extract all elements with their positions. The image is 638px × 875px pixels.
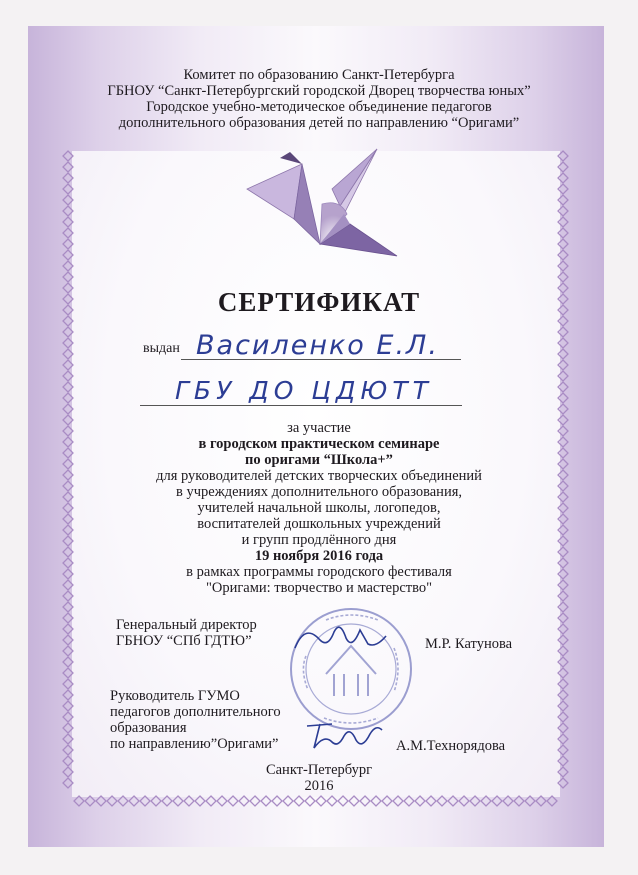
diamond-ornament <box>63 228 73 238</box>
diamond-ornament <box>184 796 194 806</box>
diamond-ornament <box>261 796 271 806</box>
body-line-1: за участие <box>287 420 351 436</box>
diamond-ornament <box>74 796 84 806</box>
diamond-ornament <box>558 679 568 689</box>
diamond-ornament <box>558 701 568 711</box>
diamond-ornament <box>382 796 392 806</box>
diamond-ornament <box>63 272 73 282</box>
diamond-ornament <box>63 151 73 161</box>
diamond-ornament <box>63 624 73 634</box>
diamond-ornament <box>63 162 73 172</box>
head-name: А.М.Технорядова <box>396 738 506 754</box>
director-signature <box>290 618 390 658</box>
diamond-ornament <box>558 734 568 744</box>
diamond-ornament <box>448 796 458 806</box>
body-line-8: и групп продлённого дня <box>241 532 397 548</box>
director-name: М.Р. Катунова <box>425 636 513 652</box>
diamond-ornament <box>437 796 447 806</box>
footer-year: 2016 <box>304 778 334 794</box>
diamond-ornament <box>558 206 568 216</box>
event-date: 19 ноября 2016 года <box>254 548 384 564</box>
diamond-ornament <box>338 796 348 806</box>
diamond-ornament <box>63 635 73 645</box>
head-title-1: Руководитель ГУМО <box>110 688 240 704</box>
diamond-ornament <box>558 272 568 282</box>
diamond-ornament <box>63 195 73 205</box>
diamond-ornament <box>503 796 513 806</box>
diamond-ornament <box>558 624 568 634</box>
diamond-ornament <box>173 796 183 806</box>
diamond-ornament <box>294 796 304 806</box>
diamond-ornament <box>558 184 568 194</box>
certificate-body <box>0 420 638 596</box>
diamond-ornament <box>151 796 161 806</box>
diamond-ornament <box>63 338 73 348</box>
body-line-5: в учреждениях дополнительного образования, <box>176 484 462 500</box>
diamond-ornament <box>316 796 326 806</box>
body-line-10: в рамках программы городского фестиваля <box>186 564 452 580</box>
head-title-4: по направлению”Оригами” <box>110 736 279 752</box>
diamond-ornament <box>558 371 568 381</box>
diamond-ornament <box>558 723 568 733</box>
diamond-ornament <box>63 404 73 414</box>
diamond-ornament <box>63 382 73 392</box>
diamond-ornament <box>558 635 568 645</box>
diamond-ornament <box>558 613 568 623</box>
diamond-ornament <box>558 690 568 700</box>
diamond-ornament <box>558 745 568 755</box>
diamond-ornament <box>558 261 568 271</box>
diamond-ornament <box>63 184 73 194</box>
diamond-ornament <box>459 796 469 806</box>
diamond-ornament <box>426 796 436 806</box>
diamond-ornament <box>558 602 568 612</box>
diamond-ornament <box>327 796 337 806</box>
diamond-ornament <box>63 646 73 656</box>
diamond-ornament <box>558 173 568 183</box>
diamond-ornament <box>558 250 568 260</box>
diamond-ornament <box>217 796 227 806</box>
diamond-ornament <box>107 796 117 806</box>
diamond-ornament <box>558 382 568 392</box>
header-line-4: дополнительного образования детей по направлению “Оригами” <box>118 115 520 131</box>
diamond-border-bottom <box>74 796 557 806</box>
diamond-ornament <box>63 393 73 403</box>
diamond-ornament <box>558 393 568 403</box>
diamond-ornament <box>63 360 73 370</box>
diamond-ornament <box>558 360 568 370</box>
diamond-ornament <box>558 151 568 161</box>
diamond-ornament <box>415 796 425 806</box>
diamond-ornament <box>558 239 568 249</box>
diamond-ornament <box>558 162 568 172</box>
director-title-1: Генеральный директор <box>116 617 257 633</box>
diamond-ornament <box>283 796 293 806</box>
diamond-ornament <box>63 371 73 381</box>
body-line-11: "Оригами: творчество и мастерство" <box>205 580 433 596</box>
diamond-ornament <box>547 796 557 806</box>
diamond-ornament <box>558 646 568 656</box>
diamond-ornament <box>118 796 128 806</box>
diamond-ornament <box>63 734 73 744</box>
diamond-ornament <box>349 796 359 806</box>
diamond-ornament <box>228 796 238 806</box>
diamond-ornament <box>558 712 568 722</box>
diamond-ornament <box>470 796 480 806</box>
issued-label: выдан <box>143 341 180 356</box>
footer <box>0 762 638 794</box>
diamond-ornament <box>63 668 73 678</box>
diamond-ornament <box>85 796 95 806</box>
header-line-1: Комитет по образованию Санкт-Петербурга <box>183 67 455 83</box>
diamond-ornament <box>558 217 568 227</box>
diamond-ornament <box>63 701 73 711</box>
diamond-ornament <box>63 349 73 359</box>
diamond-ornament <box>558 657 568 667</box>
footer-city: Санкт-Петербург <box>265 762 373 778</box>
diamond-ornament <box>63 657 73 667</box>
diamond-ornament <box>63 250 73 260</box>
diamond-ornament <box>558 349 568 359</box>
diamond-ornament <box>558 404 568 414</box>
diamond-ornament <box>162 796 172 806</box>
diamond-ornament <box>514 796 524 806</box>
header-line-3: Городское учебно-методическое объединение педагогов <box>146 99 492 115</box>
diamond-ornament <box>404 796 414 806</box>
diamond-ornament <box>206 796 216 806</box>
diamond-ornament <box>536 796 546 806</box>
diamond-ornament <box>63 723 73 733</box>
diamond-ornament <box>558 668 568 678</box>
certificate-title: СЕРТИФИКАТ <box>217 287 421 317</box>
diamond-ornament <box>63 745 73 755</box>
body-line-2: в городском практическом семинаре <box>198 436 440 452</box>
origami-crane-icon <box>232 144 402 259</box>
diamond-ornament <box>558 338 568 348</box>
diamond-ornament <box>63 613 73 623</box>
director-title-2: ГБНОУ “СПб ГДТЮ” <box>116 633 252 649</box>
diamond-ornament <box>558 327 568 337</box>
body-line-6: учителей начальной школы, логопедов, <box>197 500 441 516</box>
diamond-ornament <box>195 796 205 806</box>
diamond-ornament <box>63 217 73 227</box>
organization-underline <box>140 405 462 406</box>
body-line-4: для руководителей детских творческих объединений <box>156 468 482 484</box>
recipient-organization: ГБУ ДО ЦДЮТТ <box>175 376 433 405</box>
diamond-ornament <box>63 602 73 612</box>
diamond-ornament <box>140 796 150 806</box>
diamond-ornament <box>63 690 73 700</box>
diamond-ornament <box>63 206 73 216</box>
diamond-ornament <box>239 796 249 806</box>
diamond-ornament <box>63 173 73 183</box>
header-line-2: ГБНОУ “Санкт-Петербургский городской Дворец творчества юных” <box>107 83 531 99</box>
diamond-ornament <box>525 796 535 806</box>
diamond-ornament <box>272 796 282 806</box>
diamond-ornament <box>492 796 502 806</box>
diamond-ornament <box>63 239 73 249</box>
diamond-ornament <box>63 327 73 337</box>
diamond-ornament <box>371 796 381 806</box>
recipient-name: Василенко Е.Л. <box>196 330 439 361</box>
head-title-3: образования <box>110 720 187 736</box>
diamond-ornament <box>63 712 73 722</box>
body-line-7: воспитателей дошкольных учреждений <box>197 516 441 532</box>
diamond-ornament <box>63 679 73 689</box>
diamond-ornament <box>558 195 568 205</box>
diamond-ornament <box>360 796 370 806</box>
diamond-ornament <box>305 796 315 806</box>
diamond-ornament <box>129 796 139 806</box>
diamond-ornament <box>63 261 73 271</box>
diamond-ornament <box>250 796 260 806</box>
head-title-2: педагогов дополнительного <box>110 704 281 720</box>
diamond-ornament <box>558 228 568 238</box>
diamond-ornament <box>96 796 106 806</box>
body-line-3: по оригами “Школа+” <box>245 452 393 468</box>
head-signature <box>302 716 387 756</box>
diamond-ornament <box>393 796 403 806</box>
diamond-ornament <box>481 796 491 806</box>
header <box>0 67 638 131</box>
